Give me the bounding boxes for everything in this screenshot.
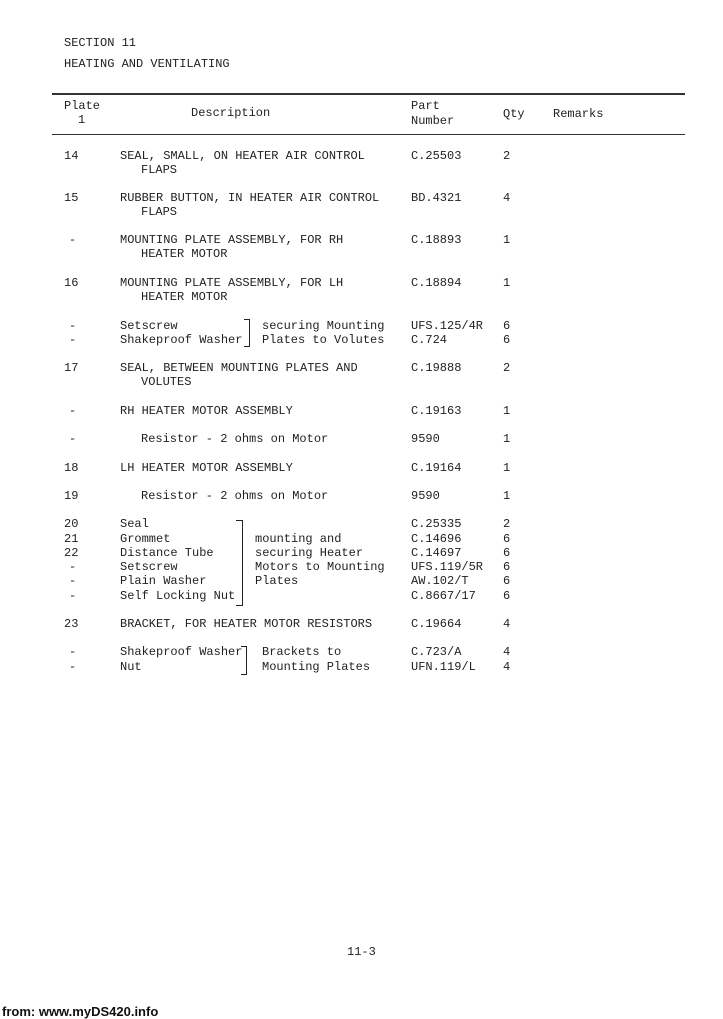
qty-cell: 4 bbox=[503, 660, 511, 674]
section-title: HEATING AND VENTILATING bbox=[64, 57, 230, 71]
qty-cell: 6 bbox=[503, 560, 511, 574]
part-number-cell: C.25335 bbox=[411, 517, 462, 531]
description-cell: Grommet bbox=[120, 532, 171, 546]
part-number-cell: UFS.125/4R bbox=[411, 319, 484, 333]
qty-cell: 6 bbox=[503, 546, 511, 560]
qty-cell: 6 bbox=[503, 333, 511, 347]
plate-cell: - bbox=[69, 574, 77, 588]
part-number-cell: C.19664 bbox=[411, 617, 462, 631]
plate-cell: - bbox=[69, 233, 77, 247]
plate-cell: - bbox=[69, 432, 77, 446]
bracket-2-note-line-3: Motors to Mounting bbox=[255, 560, 385, 574]
part-number-cell: C.14697 bbox=[411, 546, 462, 560]
col-plate-2: 1 bbox=[78, 113, 86, 127]
part-number-cell: C.19164 bbox=[411, 461, 462, 475]
plate-cell: 20 bbox=[64, 517, 79, 531]
bracket-3-note-line-1: Brackets to bbox=[262, 645, 342, 659]
part-number-cell: C.18893 bbox=[411, 233, 462, 247]
qty-cell: 2 bbox=[503, 149, 511, 163]
qty-cell: 6 bbox=[503, 589, 511, 603]
bracket-2-note-line-2: securing Heater bbox=[255, 546, 364, 560]
plate-cell: 14 bbox=[64, 149, 79, 163]
plate-cell: - bbox=[69, 560, 77, 574]
plate-cell: - bbox=[69, 333, 77, 347]
description-cell: RH HEATER MOTOR ASSEMBLY bbox=[120, 404, 293, 418]
qty-cell: 2 bbox=[503, 361, 511, 375]
col-plate-1: Plate bbox=[64, 99, 101, 113]
description-cell: Seal bbox=[120, 517, 149, 531]
qty-cell: 6 bbox=[503, 319, 511, 333]
col-qty: Qty bbox=[503, 107, 525, 121]
description-cell: Resistor - 2 ohms on Motor bbox=[141, 432, 329, 446]
bracket-1-brace bbox=[244, 319, 250, 347]
part-number-cell: C.724 bbox=[411, 333, 448, 347]
qty-cell: 1 bbox=[503, 276, 511, 290]
part-number-cell: C.723/A bbox=[411, 645, 462, 659]
qty-cell: 1 bbox=[503, 233, 511, 247]
plate-cell: - bbox=[69, 589, 77, 603]
description-cell: Plain Washer bbox=[120, 574, 207, 588]
part-number-cell: C.19888 bbox=[411, 361, 462, 375]
plate-cell: 18 bbox=[64, 461, 79, 475]
description-cont-cell: HEATER MOTOR bbox=[141, 247, 228, 261]
description-cell: MOUNTING PLATE ASSEMBLY, FOR LH bbox=[120, 276, 344, 290]
part-number-cell: C.18894 bbox=[411, 276, 462, 290]
bracket-2-brace bbox=[236, 520, 243, 606]
part-number-cell: C.25503 bbox=[411, 149, 462, 163]
plate-cell: - bbox=[69, 404, 77, 418]
description-cell: RUBBER BUTTON, IN HEATER AIR CONTROL bbox=[120, 191, 380, 205]
plate-cell: 15 bbox=[64, 191, 79, 205]
part-number-cell: C.14696 bbox=[411, 532, 462, 546]
description-cell: LH HEATER MOTOR ASSEMBLY bbox=[120, 461, 293, 475]
plate-cell: - bbox=[69, 645, 77, 659]
description-cont-cell: VOLUTES bbox=[141, 375, 192, 389]
description-cont-cell: FLAPS bbox=[141, 163, 178, 177]
description-cell: SEAL, SMALL, ON HEATER AIR CONTROL bbox=[120, 149, 365, 163]
description-cell: SEAL, BETWEEN MOUNTING PLATES AND bbox=[120, 361, 358, 375]
plate-cell: 22 bbox=[64, 546, 79, 560]
plate-cell: 19 bbox=[64, 489, 79, 503]
qty-cell: 1 bbox=[503, 489, 511, 503]
part-number-cell: C.19163 bbox=[411, 404, 462, 418]
description-cell: Self Locking Nut bbox=[120, 589, 236, 603]
col-description: Description bbox=[191, 106, 271, 120]
description-cell: Nut bbox=[120, 660, 142, 674]
plate-cell: 21 bbox=[64, 532, 79, 546]
qty-cell: 1 bbox=[503, 461, 511, 475]
qty-cell: 6 bbox=[503, 532, 511, 546]
description-cell: Shakeproof Washer bbox=[120, 645, 243, 659]
plate-cell: 23 bbox=[64, 617, 79, 631]
description-cell: Distance Tube bbox=[120, 546, 214, 560]
header-rule bbox=[52, 134, 685, 135]
description-cell: Setscrew bbox=[120, 319, 178, 333]
qty-cell: 1 bbox=[503, 404, 511, 418]
qty-cell: 4 bbox=[503, 645, 511, 659]
plate-cell: - bbox=[69, 319, 77, 333]
part-number-cell: BD.4321 bbox=[411, 191, 462, 205]
bracket-2-note-line-1: mounting and bbox=[255, 532, 342, 546]
qty-cell: 1 bbox=[503, 432, 511, 446]
description-cont-cell: FLAPS bbox=[141, 205, 178, 219]
description-cell: Resistor - 2 ohms on Motor bbox=[141, 489, 329, 503]
bracket-3-note-line-2: Mounting Plates bbox=[262, 660, 371, 674]
plate-cell: 16 bbox=[64, 276, 79, 290]
col-part-2: Number bbox=[411, 114, 455, 128]
qty-cell: 2 bbox=[503, 517, 511, 531]
qty-cell: 6 bbox=[503, 574, 511, 588]
part-number-cell: C.8667/17 bbox=[411, 589, 476, 603]
description-cell: Shakeproof Washer bbox=[120, 333, 243, 347]
part-number-cell: 9590 bbox=[411, 432, 440, 446]
page-number: 11-3 bbox=[347, 945, 376, 959]
qty-cell: 4 bbox=[503, 191, 511, 205]
description-cell: Setscrew bbox=[120, 560, 178, 574]
part-number-cell: UFN.119/L bbox=[411, 660, 476, 674]
bracket-1-note-line-2: Plates to Volutes bbox=[262, 333, 385, 347]
section-label: SECTION 11 bbox=[64, 36, 137, 50]
bracket-1-note-line-1: securing Mounting bbox=[262, 319, 385, 333]
description-cont-cell: HEATER MOTOR bbox=[141, 290, 228, 304]
description-cell: BRACKET, FOR HEATER MOTOR RESISTORS bbox=[120, 617, 373, 631]
source-footer: from: www.myDS420.info bbox=[2, 1004, 159, 1019]
part-number-cell: AW.102/T bbox=[411, 574, 469, 588]
description-cell: MOUNTING PLATE ASSEMBLY, FOR RH bbox=[120, 233, 344, 247]
bracket-2-note-line-4: Plates bbox=[255, 574, 299, 588]
top-rule bbox=[52, 93, 685, 95]
bracket-3-brace bbox=[241, 646, 247, 675]
part-number-cell: 9590 bbox=[411, 489, 440, 503]
qty-cell: 4 bbox=[503, 617, 511, 631]
col-remarks: Remarks bbox=[553, 107, 604, 121]
part-number-cell: UFS.119/5R bbox=[411, 560, 484, 574]
plate-cell: 17 bbox=[64, 361, 79, 375]
col-part-1: Part bbox=[411, 99, 440, 113]
plate-cell: - bbox=[69, 660, 77, 674]
